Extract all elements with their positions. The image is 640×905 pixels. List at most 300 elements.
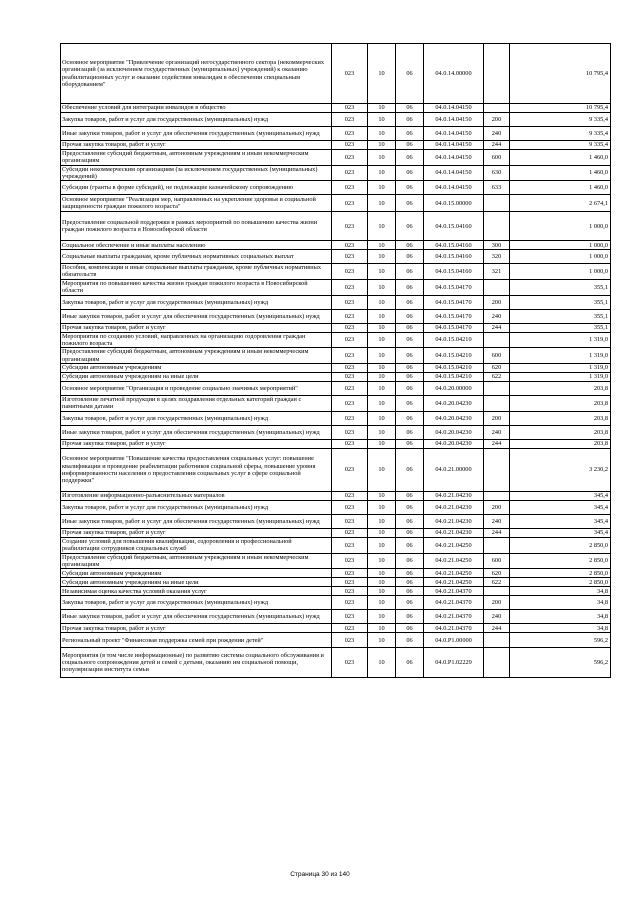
- row-expense-type: 320: [484, 250, 510, 264]
- row-amount: 355,1: [510, 295, 611, 309]
- row-amount: 345,4: [510, 491, 611, 500]
- row-target-article: 04.0.15.04160: [424, 212, 484, 241]
- table-row: [61, 553, 611, 569]
- row-amount: 1 460,0: [510, 165, 611, 181]
- row-section: 10: [368, 323, 396, 332]
- row-section: 10: [368, 165, 396, 181]
- row-target-article: 04.0.15.04210: [424, 363, 484, 372]
- row-subsection: 06: [396, 610, 424, 624]
- row-expense-type: 600: [484, 348, 510, 364]
- row-subsection: 06: [396, 553, 424, 569]
- row-section: 10: [368, 141, 396, 150]
- row-target-article: 04.0.21.04370: [424, 610, 484, 624]
- row-section: 10: [368, 395, 396, 411]
- row-name: Прочая закупка товаров, работ и услуг: [61, 141, 332, 150]
- row-name: Прочая закупка товаров, работ и услуг: [61, 528, 332, 537]
- row-subsection: 06: [396, 448, 424, 491]
- row-amount: 34,8: [510, 624, 611, 633]
- row-grbs: 023: [332, 537, 368, 553]
- row-grbs: 023: [332, 141, 368, 150]
- row-section: 10: [368, 372, 396, 381]
- table-row: [61, 448, 611, 491]
- row-subsection: 06: [396, 569, 424, 578]
- row-subsection: 06: [396, 264, 424, 280]
- row-grbs: 023: [332, 241, 368, 250]
- row-name: Закупка товаров, работ и услуг для государственных (муниципальных) нужд: [61, 113, 332, 127]
- row-expense-type: 244: [484, 439, 510, 448]
- row-amount: 355,1: [510, 279, 611, 295]
- row-name: Основное мероприятие "Привлечение организаций негосударственного сектора (некоммерческих организаций (за исключением государственных (муниципальных) учреждений) к оказанию реабилитационных услуг и оказание содействия инвалидам в обеспечении специальным оборудованием": [61, 44, 332, 104]
- row-section: 10: [368, 309, 396, 323]
- row-amount: 2 850,0: [510, 553, 611, 569]
- row-expense-type: 244: [484, 624, 510, 633]
- row-target-article: 04.0.15.00000: [424, 195, 484, 212]
- row-grbs: 023: [332, 195, 368, 212]
- row-grbs: 023: [332, 500, 368, 514]
- table-row: [61, 264, 611, 280]
- row-name: Предоставление субсидий бюджетным, автономным учреждениям и иным некоммерческим организациям: [61, 150, 332, 166]
- row-amount: 34,8: [510, 596, 611, 610]
- table-row: [61, 425, 611, 439]
- row-target-article: 04.0.21.04370: [424, 596, 484, 610]
- row-subsection: 06: [396, 113, 424, 127]
- row-grbs: 023: [332, 553, 368, 569]
- row-section: 10: [368, 596, 396, 610]
- row-name: Закупка товаров, работ и услуг для государственных (муниципальных) нужд: [61, 295, 332, 309]
- row-name: Изготовление информационно-разъяснительных материалов: [61, 491, 332, 500]
- row-amount: 1 319,0: [510, 332, 611, 348]
- table-row: [61, 569, 611, 578]
- row-section: 10: [368, 250, 396, 264]
- row-grbs: 023: [332, 439, 368, 448]
- row-expense-type: [484, 648, 510, 678]
- table-row: [61, 348, 611, 364]
- row-section: 10: [368, 264, 396, 280]
- row-name: Пособия, компенсации и иные социальные выплаты гражданам, кроме публичных нормативных обязательств: [61, 264, 332, 280]
- row-subsection: 06: [396, 381, 424, 395]
- row-subsection: 06: [396, 279, 424, 295]
- row-section: 10: [368, 44, 396, 104]
- row-grbs: 023: [332, 212, 368, 241]
- row-subsection: 06: [396, 491, 424, 500]
- row-target-article: 04.0.14.04150: [424, 141, 484, 150]
- row-name: Прочая закупка товаров, работ и услуг: [61, 323, 332, 332]
- row-section: 10: [368, 113, 396, 127]
- row-name: Основное мероприятие "Организация и проведение социально значимых мероприятий": [61, 381, 332, 395]
- table-row: [61, 578, 611, 587]
- row-name: Основное мероприятие "Реализация мер, направленных на укрепление здоровья и социальной защищенности граждан пожилого возраста": [61, 195, 332, 212]
- row-expense-type: [484, 587, 510, 596]
- row-target-article: 04.0.14.04150: [424, 127, 484, 141]
- row-amount: 34,8: [510, 587, 611, 596]
- table-row: [61, 439, 611, 448]
- row-target-article: 04.0.20.04230: [424, 425, 484, 439]
- row-section: 10: [368, 491, 396, 500]
- table-row: [61, 528, 611, 537]
- row-target-article: 04.0.15.04210: [424, 332, 484, 348]
- row-grbs: 023: [332, 279, 368, 295]
- table-row: [61, 241, 611, 250]
- row-grbs: 023: [332, 323, 368, 332]
- row-subsection: 06: [396, 250, 424, 264]
- row-subsection: 06: [396, 514, 424, 528]
- row-section: 10: [368, 241, 396, 250]
- row-section: 10: [368, 648, 396, 678]
- row-target-article: 04.0.15.04170: [424, 295, 484, 309]
- row-section: 10: [368, 610, 396, 624]
- row-grbs: 023: [332, 150, 368, 166]
- row-name: Прочая закупка товаров, работ и услуг: [61, 624, 332, 633]
- row-section: 10: [368, 411, 396, 425]
- table-row: [61, 212, 611, 241]
- row-amount: 1 000,0: [510, 264, 611, 280]
- row-target-article: 04.0.21.04230: [424, 491, 484, 500]
- row-expense-type: 200: [484, 295, 510, 309]
- table-row: [61, 648, 611, 678]
- row-subsection: 06: [396, 165, 424, 181]
- row-amount: 1 460,0: [510, 150, 611, 166]
- table-row: [61, 104, 611, 113]
- row-amount: 203,8: [510, 395, 611, 411]
- page-number-footer: Страница 30 из 140: [290, 871, 350, 878]
- row-expense-type: 600: [484, 553, 510, 569]
- table-row: [61, 610, 611, 624]
- row-target-article: 04.0.14.04150: [424, 150, 484, 166]
- row-section: 10: [368, 633, 396, 648]
- row-grbs: 023: [332, 578, 368, 587]
- row-subsection: 06: [396, 439, 424, 448]
- table-row: [61, 411, 611, 425]
- row-name: Субсидии автономным учреждениям на иные цели: [61, 578, 332, 587]
- row-amount: 345,4: [510, 528, 611, 537]
- row-amount: 3 230,2: [510, 448, 611, 491]
- table-row: [61, 195, 611, 212]
- row-amount: 355,1: [510, 323, 611, 332]
- row-section: 10: [368, 332, 396, 348]
- row-grbs: 023: [332, 181, 368, 195]
- row-amount: 596,2: [510, 633, 611, 648]
- row-section: 10: [368, 127, 396, 141]
- row-grbs: 023: [332, 348, 368, 364]
- row-section: 10: [368, 279, 396, 295]
- row-subsection: 06: [396, 596, 424, 610]
- row-name: Иные закупки товаров, работ и услуг для обеспечения государственных (муниципальных) нужд: [61, 425, 332, 439]
- table-row: [61, 381, 611, 395]
- row-expense-type: 622: [484, 372, 510, 381]
- row-expense-type: 622: [484, 578, 510, 587]
- row-grbs: 023: [332, 528, 368, 537]
- row-section: 10: [368, 104, 396, 113]
- row-name: Мероприятия по повышению качества жизни граждан пожилого возраста в Новосибирской области: [61, 279, 332, 295]
- row-target-article: 04.0.15.04160: [424, 250, 484, 264]
- row-expense-type: [484, 381, 510, 395]
- row-section: 10: [368, 150, 396, 166]
- row-amount: 1 000,0: [510, 212, 611, 241]
- row-target-article: 04.0.14.04150: [424, 181, 484, 195]
- row-expense-type: [484, 633, 510, 648]
- row-amount: 203,8: [510, 425, 611, 439]
- row-subsection: 06: [396, 141, 424, 150]
- row-amount: 2 850,0: [510, 578, 611, 587]
- row-amount: 596,2: [510, 648, 611, 678]
- row-expense-type: 200: [484, 113, 510, 127]
- row-grbs: 023: [332, 372, 368, 381]
- row-expense-type: [484, 537, 510, 553]
- row-amount: 1 319,0: [510, 348, 611, 364]
- row-section: 10: [368, 587, 396, 596]
- row-grbs: 023: [332, 587, 368, 596]
- table-row: [61, 332, 611, 348]
- table-row: [61, 633, 611, 648]
- row-target-article: 04.0.21.04230: [424, 514, 484, 528]
- row-amount: 2 850,0: [510, 537, 611, 553]
- row-subsection: 06: [396, 241, 424, 250]
- table-row: [61, 514, 611, 528]
- row-section: 10: [368, 295, 396, 309]
- table-row: [61, 113, 611, 127]
- row-amount: 345,4: [510, 514, 611, 528]
- table-row: [61, 44, 611, 104]
- row-grbs: 023: [332, 633, 368, 648]
- row-section: 10: [368, 537, 396, 553]
- row-subsection: 06: [396, 425, 424, 439]
- row-subsection: 06: [396, 348, 424, 364]
- row-grbs: 023: [332, 411, 368, 425]
- row-expense-type: 321: [484, 264, 510, 280]
- table-row: [61, 250, 611, 264]
- row-expense-type: 200: [484, 411, 510, 425]
- row-grbs: 023: [332, 165, 368, 181]
- row-target-article: 04.0.14.04150: [424, 104, 484, 113]
- row-section: 10: [368, 528, 396, 537]
- row-amount: 345,4: [510, 500, 611, 514]
- row-expense-type: [484, 332, 510, 348]
- row-section: 10: [368, 514, 396, 528]
- row-expense-type: 244: [484, 141, 510, 150]
- row-section: 10: [368, 500, 396, 514]
- table-row: [61, 165, 611, 181]
- row-name: Предоставление субсидий бюджетным, автономным учреждениям и иным некоммерческим организациям: [61, 553, 332, 569]
- row-amount: 1 000,0: [510, 241, 611, 250]
- row-subsection: 06: [396, 411, 424, 425]
- row-section: 10: [368, 195, 396, 212]
- table-row: [61, 279, 611, 295]
- row-expense-type: [484, 104, 510, 113]
- row-name: Основное мероприятие "Повышение качества предоставления социальных услуг: повышение квалификации и проведение реабилитации работников социальной сферы, повышение уровня информированности населения о предоставлении социальных услуг в сфере социальной поддержки": [61, 448, 332, 491]
- row-expense-type: 200: [484, 596, 510, 610]
- row-grbs: 023: [332, 395, 368, 411]
- row-amount: 1 000,0: [510, 250, 611, 264]
- row-name: Субсидии автономным учреждениям: [61, 363, 332, 372]
- row-section: 10: [368, 578, 396, 587]
- table-row: [61, 181, 611, 195]
- row-subsection: 06: [396, 587, 424, 596]
- row-target-article: 04.0.20.04230: [424, 411, 484, 425]
- row-amount: 1 319,0: [510, 372, 611, 381]
- row-section: 10: [368, 439, 396, 448]
- table-row: [61, 395, 611, 411]
- row-name: Прочая закупка товаров, работ и услуг: [61, 439, 332, 448]
- row-grbs: 023: [332, 363, 368, 372]
- table-row: [61, 323, 611, 332]
- row-subsection: 06: [396, 195, 424, 212]
- row-target-article: 04.0.15.04170: [424, 323, 484, 332]
- row-target-article: 04.0.21.04370: [424, 624, 484, 633]
- row-subsection: 06: [396, 578, 424, 587]
- row-section: 10: [368, 381, 396, 395]
- table-row: [61, 372, 611, 381]
- row-grbs: 023: [332, 250, 368, 264]
- row-expense-type: 240: [484, 610, 510, 624]
- row-section: 10: [368, 569, 396, 578]
- row-section: 10: [368, 553, 396, 569]
- budget-table: [60, 43, 611, 678]
- row-expense-type: 240: [484, 425, 510, 439]
- row-amount: 9 335,4: [510, 127, 611, 141]
- row-grbs: 023: [332, 332, 368, 348]
- row-amount: 2 674,1: [510, 195, 611, 212]
- row-expense-type: 620: [484, 363, 510, 372]
- table-row: [61, 596, 611, 610]
- table-row: [61, 500, 611, 514]
- row-subsection: 06: [396, 332, 424, 348]
- row-amount: 10 795,4: [510, 44, 611, 104]
- row-subsection: 06: [396, 648, 424, 678]
- row-grbs: 023: [332, 381, 368, 395]
- row-name: Иные закупки товаров, работ и услуг для обеспечения государственных (муниципальных) нужд: [61, 127, 332, 141]
- row-amount: 9 335,4: [510, 141, 611, 150]
- row-target-article: 04.0.P1.02229: [424, 648, 484, 678]
- document-page: [60, 43, 610, 678]
- row-grbs: 023: [332, 491, 368, 500]
- row-expense-type: 630: [484, 165, 510, 181]
- row-expense-type: [484, 491, 510, 500]
- row-expense-type: 600: [484, 150, 510, 166]
- row-subsection: 06: [396, 309, 424, 323]
- row-name: Субсидии (гранты в форме субсидий), не подлежащие казначейскому сопровождению: [61, 181, 332, 195]
- row-amount: 9 335,4: [510, 113, 611, 127]
- row-grbs: 023: [332, 295, 368, 309]
- row-expense-type: 240: [484, 514, 510, 528]
- table-row: [61, 491, 611, 500]
- row-amount: 2 850,0: [510, 569, 611, 578]
- row-name: Создание условий для повышения квалификации, оздоровления и профессиональной реабилитации сотрудников социальных служб: [61, 537, 332, 553]
- row-name: Изготовление печатной продукции в целях поздравления отдельных категорий граждан с памятными датами: [61, 395, 332, 411]
- row-name: Мероприятия по созданию условий, направленных на организацию оздоровления граждан пожилого возраста: [61, 332, 332, 348]
- row-name: Закупка товаров, работ и услуг для государственных (муниципальных) нужд: [61, 411, 332, 425]
- row-subsection: 06: [396, 181, 424, 195]
- row-grbs: 023: [332, 648, 368, 678]
- row-subsection: 06: [396, 395, 424, 411]
- row-expense-type: 633: [484, 181, 510, 195]
- row-section: 10: [368, 212, 396, 241]
- row-target-article: 04.0.21.04250: [424, 553, 484, 569]
- row-name: Субсидии некоммерческим организациям (за исключением государственных (муниципальных) учреждений): [61, 165, 332, 181]
- row-amount: 1 319,0: [510, 363, 611, 372]
- row-grbs: 023: [332, 127, 368, 141]
- row-target-article: 04.0.21.04230: [424, 500, 484, 514]
- row-amount: 203,8: [510, 439, 611, 448]
- row-subsection: 06: [396, 212, 424, 241]
- row-name: Независимая оценка качества условий оказания услуг: [61, 587, 332, 596]
- row-target-article: 04.0.15.04170: [424, 279, 484, 295]
- row-target-article: 04.0.15.04170: [424, 309, 484, 323]
- row-target-article: 04.0.14.04150: [424, 165, 484, 181]
- row-target-article: 04.0.21.04370: [424, 587, 484, 596]
- row-target-article: 04.0.14.00000: [424, 44, 484, 104]
- row-amount: 1 460,0: [510, 181, 611, 195]
- row-target-article: 04.0.15.04210: [424, 372, 484, 381]
- row-section: 10: [368, 181, 396, 195]
- row-target-article: 04.0.14.04150: [424, 113, 484, 127]
- row-section: 10: [368, 363, 396, 372]
- row-target-article: 04.0.20.04230: [424, 439, 484, 448]
- row-subsection: 06: [396, 624, 424, 633]
- row-name: Субсидии автономным учреждениям на иные цели: [61, 372, 332, 381]
- row-subsection: 06: [396, 323, 424, 332]
- row-amount: 10 795,4: [510, 104, 611, 113]
- row-target-article: 04.0.15.04160: [424, 264, 484, 280]
- table-row: [61, 127, 611, 141]
- table-row: [61, 309, 611, 323]
- row-target-article: 04.0.20.04230: [424, 395, 484, 411]
- row-subsection: 06: [396, 104, 424, 113]
- row-amount: 355,1: [510, 309, 611, 323]
- row-grbs: 023: [332, 264, 368, 280]
- row-target-article: 04.0.21.04250: [424, 569, 484, 578]
- row-name: Предоставление социальной поддержки в рамках мероприятий по повышению качества жизни граждан пожилого возраста в Новосибирской области: [61, 212, 332, 241]
- row-name: Иные закупки товаров, работ и услуг для обеспечения государственных (муниципальных) нужд: [61, 309, 332, 323]
- table-row: [61, 141, 611, 150]
- row-expense-type: 300: [484, 241, 510, 250]
- row-name: Региональный проект "Финансовая поддержка семей при рождении детей": [61, 633, 332, 648]
- row-expense-type: [484, 279, 510, 295]
- row-target-article: 04.0.21.00000: [424, 448, 484, 491]
- row-subsection: 06: [396, 372, 424, 381]
- row-grbs: 023: [332, 569, 368, 578]
- row-subsection: 06: [396, 537, 424, 553]
- row-subsection: 06: [396, 295, 424, 309]
- row-subsection: 06: [396, 44, 424, 104]
- row-expense-type: 620: [484, 569, 510, 578]
- row-expense-type: [484, 44, 510, 104]
- row-section: 10: [368, 425, 396, 439]
- table-row: [61, 363, 611, 372]
- row-grbs: 023: [332, 425, 368, 439]
- row-expense-type: [484, 212, 510, 241]
- row-grbs: 023: [332, 113, 368, 127]
- table-row: [61, 587, 611, 596]
- row-grbs: 023: [332, 624, 368, 633]
- row-target-article: 04.0.21.04230: [424, 528, 484, 537]
- row-grbs: 023: [332, 104, 368, 113]
- row-subsection: 06: [396, 363, 424, 372]
- row-name: Обеспечение условий для интеграции инвалидов в общество: [61, 104, 332, 113]
- row-name: Мероприятия (в том числе информационные) по развитию системы социального обслуживания и социального сопровождения детей и семей с детьми, оказанию им социальной помощи, популяризации института семьи: [61, 648, 332, 678]
- row-name: Иные закупки товаров, работ и услуг для обеспечения государственных (муниципальных) нужд: [61, 610, 332, 624]
- row-grbs: 023: [332, 610, 368, 624]
- row-target-article: 04.0.21.04250: [424, 537, 484, 553]
- row-name: Предоставление субсидий бюджетным, автономным учреждениям и иным некоммерческим организациям: [61, 348, 332, 364]
- row-name: Социальные выплаты гражданам, кроме публичных нормативных социальных выплат: [61, 250, 332, 264]
- row-amount: 203,8: [510, 381, 611, 395]
- row-name: Закупка товаров, работ и услуг для государственных (муниципальных) нужд: [61, 500, 332, 514]
- row-expense-type: [484, 195, 510, 212]
- row-target-article: 04.0.20.00000: [424, 381, 484, 395]
- row-expense-type: [484, 448, 510, 491]
- row-name: Субсидии автономным учреждениям: [61, 569, 332, 578]
- row-target-article: 04.0.15.04160: [424, 241, 484, 250]
